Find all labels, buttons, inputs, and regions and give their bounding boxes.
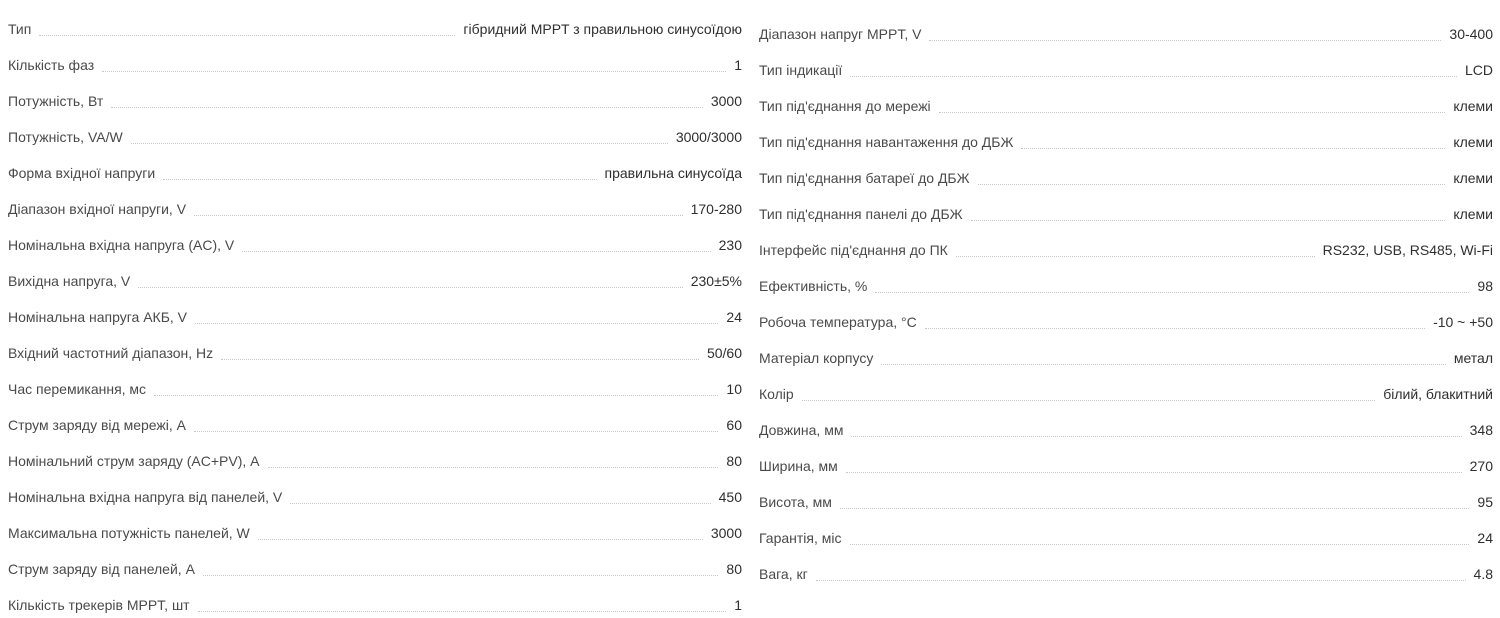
spec-label: Вхідний частотний діапазон, Hz [8,345,214,361]
spec-row [8,294,742,330]
spec-value: 95 [1477,494,1493,510]
dotted-leader [840,507,1470,509]
spec-value: 24 [726,309,742,325]
spec-label: Тип під'єднання до мережі [759,98,931,114]
spec-value: 98 [1477,278,1493,294]
spec-value: 60 [726,417,742,433]
spec-row [8,510,742,546]
spec-label: Тип індикації [759,62,843,78]
spec-label: Гарантія, міс [759,530,842,546]
spec-value: 4.8 [1473,566,1493,582]
spec-label: Номінальна вхідна напруга (AC), V [8,237,235,253]
spec-value: 10 [726,381,742,397]
dotted-leader [138,286,682,288]
spec-value: клеми [1453,170,1493,186]
spec-row [8,150,742,186]
spec-label: Тип [8,21,32,37]
spec-label: Потужність, Вт [8,93,104,109]
spec-value: 230 [718,237,742,253]
spec-value: 450 [718,489,742,505]
spec-label: Максимальна потужність панелей, W [8,525,250,541]
dotted-leader [290,502,710,504]
spec-row [759,191,1493,227]
dotted-leader [881,363,1445,365]
spec-row [759,299,1493,335]
spec-row [759,407,1493,443]
spec-value: 170-280 [690,201,742,217]
spec-label: Струм заряду від мережі, A [8,417,187,433]
dotted-leader [203,574,719,576]
spec-value: RS232, USB, RS485, Wi-Fi [1322,242,1493,258]
specs-column-left [8,0,742,618]
spec-row [8,186,742,222]
spec-label: Тип під'єднання панелі до ДБЖ [759,206,963,222]
spec-row [8,258,742,294]
spec-value: клеми [1453,206,1493,222]
dotted-leader [242,250,710,252]
spec-value: 3000 [710,93,742,109]
spec-row [8,582,742,618]
dotted-leader [111,106,703,108]
spec-label: Номінальна вхідна напруга від панелей, V [8,489,283,505]
spec-row [8,438,742,474]
dotted-leader [971,219,1446,221]
spec-value: 3000 [710,525,742,541]
spec-row [8,474,742,510]
spec-value: 3000/3000 [675,129,742,145]
spec-label: Діапазон вхідної напруги, V [8,201,187,217]
dotted-leader [925,327,1425,329]
spec-row [759,227,1493,263]
dotted-leader [939,111,1446,113]
spec-row [8,330,742,366]
spec-label: Кількість трекерів MPPT, шт [8,597,190,613]
spec-row [8,366,742,402]
dotted-leader [850,543,1470,545]
spec-label: Ширина, мм [759,458,838,474]
spec-label: Діапазон напруг MPPT, V [759,26,922,42]
spec-label: Вага, кг [759,566,808,582]
dotted-leader [194,214,683,216]
spec-label: Довжина, мм [759,422,844,438]
spec-value: 348 [1469,422,1493,438]
dotted-leader [802,399,1376,401]
spec-value: LCD [1464,62,1493,78]
dotted-leader [195,322,718,324]
spec-value: 80 [726,561,742,577]
dotted-leader [956,255,1315,257]
spec-row [759,119,1493,155]
dotted-leader [875,291,1469,293]
spec-row [8,546,742,582]
spec-value: 80 [726,453,742,469]
spec-value: 30-400 [1449,26,1493,42]
spec-row [8,6,742,42]
spec-value: 230±5% [690,273,742,289]
spec-value: клеми [1453,134,1493,150]
spec-row [8,78,742,114]
spec-label: Форма вхідної напруги [8,165,156,181]
spec-row [759,83,1493,119]
spec-value: 50/60 [706,345,742,361]
dotted-leader [194,430,718,432]
spec-row [759,335,1493,371]
spec-label: Номінальний струм заряду (AC+PV), A [8,453,260,469]
spec-label: Потужність, VA/W [8,129,123,145]
spec-row [759,155,1493,191]
spec-label: Тип під'єднання навантаження до ДБЖ [759,134,1014,150]
spec-label: Матеріал корпусу [759,350,874,366]
spec-value: метал [1453,350,1493,366]
dotted-leader [102,70,726,72]
dotted-leader [1021,147,1445,149]
spec-row [759,47,1493,83]
spec-row [759,263,1493,299]
dotted-leader [978,183,1446,185]
spec-label: Інтерфейс під'єднання до ПК [759,242,948,258]
spec-label: Струм заряду від панелей, A [8,561,195,577]
spec-row [8,42,742,78]
spec-value: -10 ~ +50 [1433,314,1493,330]
spec-label: Тип під'єднання батареї до ДБЖ [759,170,970,186]
spec-row [759,551,1493,587]
dotted-leader [198,610,727,612]
dotted-leader [39,34,455,36]
spec-row [8,114,742,150]
spec-value: клеми [1453,98,1493,114]
spec-value: 270 [1469,458,1493,474]
spec-value: 1 [734,57,742,73]
spec-value: гібридний MPPT з правильною синусоїдою [463,21,742,37]
spec-row [759,443,1493,479]
dotted-leader [131,142,668,144]
spec-row [8,402,742,438]
dotted-leader [850,75,1457,77]
spec-row [759,479,1493,515]
spec-label: Ефективність, % [759,278,868,294]
spec-label: Кількість фаз [8,57,95,73]
spec-label: Час перемикання, мс [8,381,147,397]
dotted-leader [816,579,1466,581]
spec-row [8,222,742,258]
spec-value: 1 [734,597,742,613]
spec-label: Висота, мм [759,494,832,510]
spec-row [759,371,1493,407]
spec-label: Вихідна напруга, V [8,273,131,289]
dotted-leader [929,39,1441,41]
spec-value: 24 [1477,530,1493,546]
dotted-leader [268,466,719,468]
spec-label: Номінальна напруга АКБ, V [8,309,188,325]
dotted-leader [154,394,718,396]
spec-value: білий, блакитний [1383,386,1493,402]
spec-value: правильна синусоїда [604,165,742,181]
dotted-leader [258,538,703,540]
dotted-leader [846,471,1462,473]
dotted-leader [221,358,699,360]
dotted-leader [163,178,596,180]
specs-column-right [759,0,1493,618]
dotted-leader [851,435,1461,437]
spec-label: Колір [759,386,794,402]
spec-row [759,515,1493,551]
spec-label: Робоча температура, °C [759,314,917,330]
spec-row [759,11,1493,47]
